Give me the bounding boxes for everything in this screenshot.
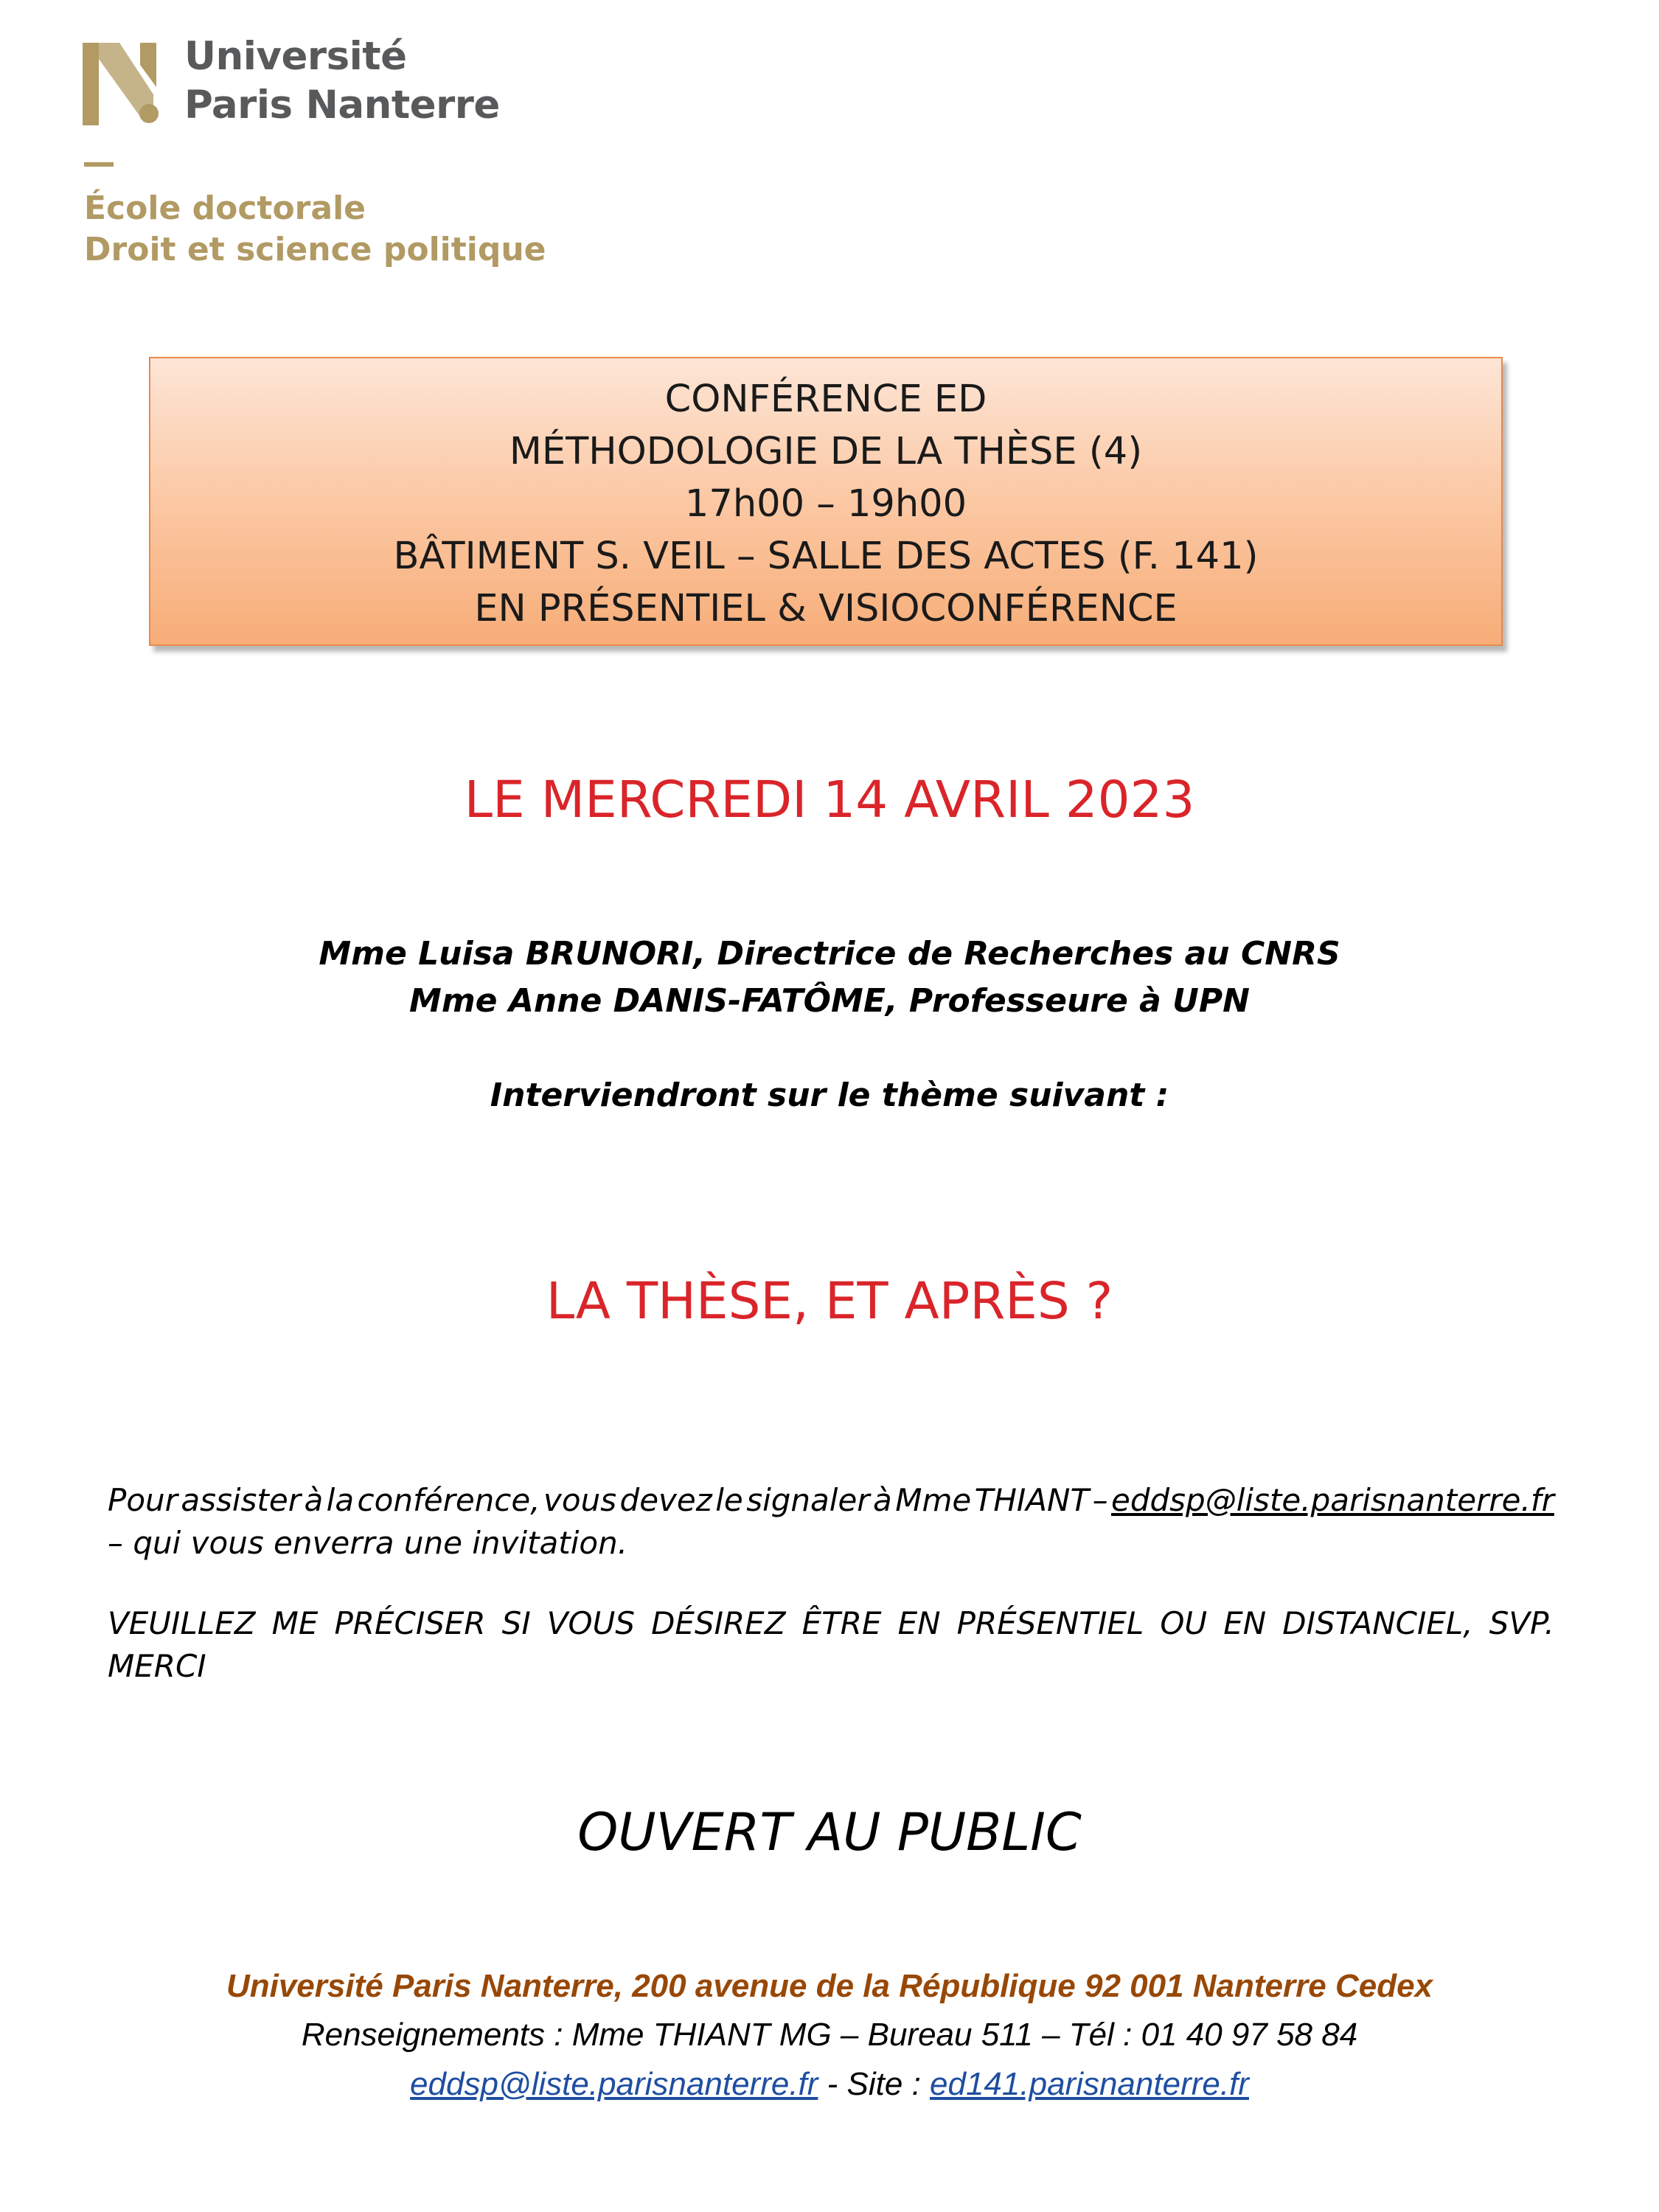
university-name-line1: Université [184, 34, 407, 79]
open-to-public: OUVERT AU PUBLIC [577, 1802, 1082, 1863]
word: EN [1223, 1605, 1267, 1641]
word: à [873, 1482, 892, 1518]
event-date: LE MERCREDI 14 AVRIL 2023 [464, 771, 1195, 830]
registration-email-link[interactable]: eddsp@liste.parisnanterre.fr [1111, 1482, 1554, 1518]
word: DÉSIREZ [651, 1605, 786, 1641]
doctoral-school-line2: Droit et science politique [84, 231, 546, 268]
doctoral-school-line1: École doctorale [84, 189, 366, 227]
word: à [304, 1482, 324, 1518]
doctoral-school-name [84, 188, 546, 271]
word: VOUS [546, 1605, 635, 1641]
word: THIANT [974, 1482, 1090, 1518]
conference-title: CONFÉRENCE ED [664, 378, 987, 421]
word: VEUILLEZ [108, 1605, 256, 1641]
registration-line-1 [108, 1479, 1554, 1522]
conference-format: EN PRÉSENTIEL & VISIOCONFÉRENCE [474, 587, 1178, 630]
word: PRÉSENTIEL [956, 1605, 1144, 1641]
word: SI [501, 1605, 531, 1641]
word: OU [1160, 1605, 1208, 1641]
word: ME [271, 1605, 319, 1641]
word: – [1092, 1482, 1108, 1518]
word: assister [181, 1482, 302, 1518]
word: SVP. [1489, 1605, 1554, 1641]
conference-info-box [149, 357, 1503, 646]
conference-theme: LA THÈSE, ET APRÈS ? [546, 1272, 1113, 1331]
word: le [715, 1482, 743, 1518]
word: vous [543, 1482, 617, 1518]
word: Pour [108, 1482, 178, 1518]
attendance-request-paragraph [108, 1602, 1554, 1688]
university-name-line2: Paris Nanterre [184, 83, 500, 128]
conference-location: BÂTIMENT S. VEIL – SALLE DES ACTES (F. 141) [393, 535, 1259, 578]
footer-contact-info: Renseignements : Mme THIANT MG – Bureau 511 – Tél : 01 40 97 58 84 [301, 2017, 1358, 2053]
logo-divider [84, 162, 114, 167]
registration-paragraph [108, 1479, 1554, 1565]
word: la [326, 1482, 355, 1518]
conference-subject: MÉTHODOLOGIE DE LA THÈSE (4) [509, 430, 1143, 473]
word: PRÉCISER [334, 1605, 486, 1641]
university-logo-mark-icon [83, 43, 165, 125]
word: conférence, [357, 1482, 540, 1518]
university-name [184, 32, 500, 130]
word: devez [619, 1482, 712, 1518]
footer-email-link[interactable]: eddsp@liste.parisnanterre.fr [410, 2066, 818, 2102]
footer-site-link[interactable]: ed141.parisnanterre.fr [930, 2066, 1249, 2102]
footer-address: Université Paris Nanterre, 200 avenue de la République 92 001 Nanterre Cedex [226, 1968, 1433, 2004]
registration-line-2: – qui vous enverra une invitation. [108, 1525, 628, 1561]
request-line-1 [108, 1602, 1554, 1645]
word: ÊTRE [801, 1605, 882, 1641]
request-line-2: MERCI [108, 1648, 206, 1684]
theme-intro: Interviendront sur le thème suivant : [490, 1077, 1169, 1114]
conference-time: 17h00 – 19h00 [684, 482, 967, 526]
footer-links [0, 2061, 1659, 2108]
word: DISTANCIEL, [1282, 1605, 1473, 1641]
word: signaler [746, 1482, 870, 1518]
speaker-2: Mme Anne DANIS-FATÔME, Professeure à UPN [409, 982, 1250, 1020]
footer-site-separator: - Site : [818, 2066, 931, 2102]
word: Mme [895, 1482, 972, 1518]
word: EN [897, 1605, 941, 1641]
speaker-1: Mme Luisa BRUNORI, Directrice de Recherches au CNRS [319, 935, 1340, 973]
